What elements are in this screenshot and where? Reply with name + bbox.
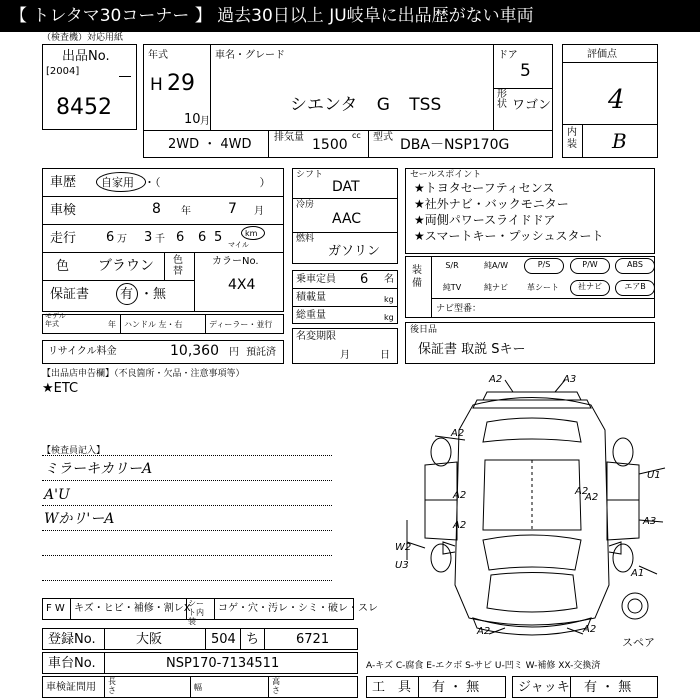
drive-value: 2WD ・ 4WD	[168, 137, 252, 152]
notes-label: 後日品	[410, 325, 438, 335]
ownership-day: 日	[380, 350, 390, 361]
registration-class: 504	[211, 632, 236, 647]
wheel-rear-left	[431, 438, 451, 466]
capacity-label: 乗車定員	[296, 274, 336, 285]
fw-label: F W	[46, 603, 65, 614]
history-label: 車歴	[50, 175, 77, 190]
car-damage-diagram	[395, 370, 670, 642]
mileage-unit-km: km	[245, 229, 258, 238]
equip-pw: P/W	[570, 258, 610, 274]
seat-items: コゲ・穴・汚レ・シミ・破レ・スレ	[218, 603, 378, 614]
aircon-value: AAC	[332, 211, 362, 227]
mark-right-upper: U1	[647, 470, 661, 481]
fw-items: キズ・ヒビ・補修・割レX	[74, 603, 191, 614]
lot-label: 出品No.	[62, 49, 110, 64]
jack-label: ジャッキ	[518, 680, 570, 695]
mark-front-left: A2	[477, 626, 491, 637]
mark-left-lower: A2	[453, 520, 467, 531]
mark-left-upper: A2	[453, 490, 467, 501]
doors-value: 5	[520, 61, 531, 81]
spare-tire	[622, 593, 648, 619]
declaration-label: 【出品店申告欄】（不良箇所・欠品・注意事項等）	[42, 369, 245, 379]
mileage-d4: 6	[198, 230, 207, 245]
hood	[487, 573, 577, 613]
mark-left-front-w2: W2	[395, 542, 412, 553]
mileage-d1: 6	[106, 230, 115, 245]
score-label: 評価点	[587, 49, 617, 60]
inspection-month: 7	[228, 201, 237, 217]
recycle-value: 10,360	[170, 343, 219, 359]
cert-height: 高さ	[272, 677, 280, 695]
wheel-rear-right	[613, 438, 633, 466]
cert-label: 車検証問用	[46, 682, 96, 693]
mark-right-door-1: A2	[575, 486, 589, 497]
mileage-d2: 3	[144, 230, 153, 245]
mileage-u2: 千	[155, 234, 165, 245]
history-paren: ・（ ）	[144, 176, 271, 189]
mark-right-front: A1	[631, 568, 645, 579]
nav-model-label: ナビ型番：	[436, 304, 482, 314]
shape-value: ワゴン	[512, 98, 552, 113]
registration-kana: ち	[246, 632, 260, 647]
tools-label: 工 具	[372, 680, 412, 695]
equip-airbag: エアB	[615, 280, 655, 296]
inspection-year: 8	[152, 201, 161, 217]
warranty-yes: 有	[120, 287, 134, 302]
registration-area: 大阪	[136, 632, 163, 647]
tools-value: 有 ・ 無	[432, 680, 480, 695]
wheel-front-left	[431, 544, 451, 572]
shape-label: 形状	[497, 89, 507, 110]
year-value: 29	[167, 71, 195, 96]
inspection-label: 車検	[50, 203, 77, 218]
name-label: 車名・グレード	[215, 50, 285, 61]
chassis-value: NSP170-7134511	[166, 656, 280, 671]
inspector-label: 【検査員記入】	[42, 446, 106, 456]
mileage-u1: 万	[117, 234, 127, 245]
mark-left-front-u3: U3	[395, 560, 409, 571]
notes-value: 保証書 取説 Sキー	[418, 342, 526, 357]
shift-label: シフト	[296, 170, 324, 180]
recycle-label: リサイクル料金	[48, 346, 117, 357]
mark-rear-top-right: A3	[563, 374, 577, 385]
history-selected: 自家用	[101, 176, 134, 189]
displacement-value: 1500	[312, 137, 348, 153]
displacement-label: 排気量	[274, 132, 304, 143]
banner-text: 【 トレタマ30コーナー 】 過去30日以上 JU岐阜に出品歴がない車両	[10, 6, 534, 26]
equipment-label: 装備	[412, 265, 422, 289]
recycle-unit: 円	[229, 347, 239, 358]
model-year-dealer: ディーラー・並行	[209, 320, 273, 329]
warranty-no: ・無	[140, 287, 167, 302]
fuel-label: 燃料	[296, 234, 315, 244]
year-month-unit: 月	[200, 116, 210, 127]
lot-stamp: [2004]	[46, 66, 80, 77]
mark-rear-top-left: A2	[489, 374, 503, 385]
doors-label: ドア	[498, 50, 518, 61]
jack-value: 有 ・ 無	[584, 680, 632, 695]
inspection-month-unit: 月	[254, 206, 264, 217]
sales-point-1: ★トヨタセーフティセンス	[414, 181, 555, 195]
damage-legend: A-キズ C-腐食 E-エクボ S-サビ U-凹ミ W-補修 XX-交換済	[366, 661, 601, 671]
year-month: 10	[184, 112, 201, 127]
front-bumper	[473, 618, 591, 635]
sales-points-label: セールスポイント	[410, 170, 482, 180]
interior-label: 内装	[567, 127, 577, 150]
mark-front-right: A2	[583, 624, 597, 635]
equip-ps: P/S	[524, 258, 564, 274]
ownership-label: 名変期限	[296, 331, 336, 342]
equip-nav: 純ナビ	[484, 283, 508, 292]
rear-window	[483, 418, 581, 442]
four-by-four: 4X4	[228, 277, 256, 293]
mark-right-door-2: A2	[585, 492, 599, 503]
load-label: 積載量	[296, 292, 326, 303]
registration-number: 6721	[296, 632, 330, 647]
registration-label: 登録No.	[48, 632, 96, 647]
windshield	[483, 535, 581, 570]
warranty-label: 保証書	[50, 287, 90, 302]
sales-point-3: ★両側パワースライドドア	[414, 213, 556, 227]
inspection-year-unit: 年	[181, 206, 191, 217]
roof	[483, 460, 581, 530]
aircon-label: 冷房	[296, 200, 315, 210]
sales-point-2: ★社外ナビ・バックモニター	[414, 197, 569, 211]
weight-label: 総重量	[296, 310, 326, 321]
recycle-status: 預託済	[246, 347, 276, 358]
cert-length: 長さ	[108, 677, 116, 695]
year-label: 年式	[148, 50, 168, 61]
mark-rear-left: A2	[451, 428, 465, 439]
mileage-d5: 5	[214, 230, 223, 245]
mirror-right	[609, 542, 621, 554]
interior-value: B	[612, 129, 627, 153]
cert-width: 幅	[194, 683, 202, 692]
equip-alloy: 純A/W	[483, 261, 509, 270]
seat-label: シート内装	[188, 599, 204, 626]
header-note: （検査機）対応用紙	[42, 33, 124, 43]
right-side	[607, 462, 639, 540]
model-year-handle: ハンドル 左・右	[124, 320, 183, 329]
shift-value: DAT	[332, 179, 360, 195]
mileage-label: 走行	[50, 231, 77, 246]
model-year-year: 年	[108, 320, 116, 329]
model-label: 型式	[373, 132, 393, 143]
name-value: シエンタ G TSS	[290, 95, 442, 115]
declaration-value: ★ETC	[42, 381, 79, 396]
year-era: H	[150, 75, 163, 95]
inspector-line-3: Wかリ'ーA	[44, 511, 115, 527]
model-year-label: モデル年式	[45, 312, 66, 328]
mileage-unit-mile: マイル	[228, 241, 249, 249]
equip-tv: 純TV	[442, 283, 462, 292]
color-label: 色	[56, 259, 70, 274]
ownership-month: 月	[340, 350, 350, 361]
model-value: DBA－NSP170G	[400, 137, 510, 153]
equip-abs: ABS	[615, 258, 655, 274]
color-no-label: カラーNo.	[212, 256, 259, 267]
sales-point-4: ★スマートキー・プッシュスタート	[414, 229, 604, 243]
score-value: 4	[608, 85, 625, 115]
color-value: ブラウン	[98, 258, 154, 274]
chassis-label: 車台No.	[48, 656, 96, 671]
color-change-label: 色替	[173, 255, 183, 277]
equip-aftermarket-nav: 社ナビ	[570, 280, 610, 296]
weight-unit: kg	[384, 313, 394, 322]
displacement-unit: cc	[352, 131, 361, 140]
capacity-unit: 名	[384, 274, 394, 285]
load-unit: kg	[384, 295, 394, 304]
mark-right-lower: A3	[643, 516, 657, 527]
fuel-value: ガソリン	[328, 244, 381, 259]
inspector-line-1: ミラーキカリーA	[44, 461, 153, 477]
mileage-d3: 6	[176, 230, 185, 245]
spare-label: スペア	[622, 636, 655, 649]
equip-sr: S/R	[445, 261, 459, 270]
inspector-line-2: A'U	[44, 487, 70, 503]
lot-number: 8452	[56, 95, 112, 120]
capacity-value: 6	[360, 272, 369, 287]
mirror-left	[443, 542, 455, 554]
wheel-front-right	[613, 544, 633, 572]
equip-leather: 革シート	[527, 283, 559, 292]
car-body-outline	[455, 398, 609, 626]
